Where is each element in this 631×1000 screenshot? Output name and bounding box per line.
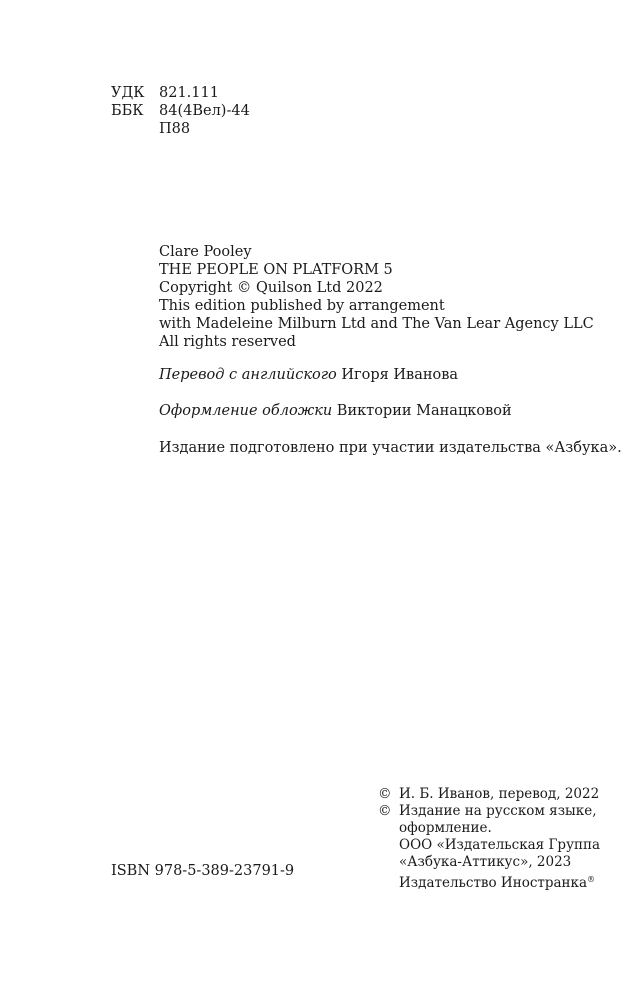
- copyright-symbol: ©: [378, 803, 392, 819]
- copyright-entry: [378, 786, 600, 803]
- copyright-line: Copyright © Quilson Ltd 2022: [159, 280, 383, 296]
- author-mark-row: [111, 120, 250, 138]
- udk-label: УДК: [111, 85, 145, 101]
- copyright-text: Издание на русском языке,: [399, 803, 597, 819]
- rights-line: All rights reserved: [159, 334, 296, 350]
- registered-mark: ®: [587, 875, 596, 884]
- isbn: ISBN 978-5-389-23791-9: [111, 863, 295, 879]
- copyright-symbol: ©: [378, 786, 392, 802]
- copyright-entry: [378, 803, 600, 892]
- original-title: THE PEOPLE ON PLATFORM 5: [159, 262, 393, 278]
- classification-block: [111, 84, 250, 138]
- udk-row: [111, 84, 250, 102]
- author-mark-value: П88: [159, 121, 191, 137]
- translation-credit: [159, 367, 458, 383]
- copyright-text: «Азбука-Аттикус», 2023: [399, 854, 572, 870]
- copyright-text: Издательство Иностранка: [399, 875, 588, 891]
- copyright-text: И. Б. Иванов, перевод, 2022: [399, 786, 600, 802]
- arrangement-line-2: with Madeleine Milburn Ltd and The Van Lear Agency LLC: [159, 316, 594, 332]
- author-mark-label: [111, 120, 159, 138]
- udk-value: 821.111: [159, 85, 219, 101]
- publisher-note: Издание подготовлено при участии издательства «Азбука».: [159, 440, 622, 456]
- original-credits: [159, 243, 594, 351]
- author-name: Clare Pooley: [159, 244, 252, 260]
- cover-designer-name: Виктории Манацковой: [336, 403, 512, 419]
- bbk-row: [111, 102, 250, 120]
- translation-role: Перевод с английского: [159, 367, 337, 383]
- arrangement-line-1: This edition published by arrangement: [159, 298, 445, 314]
- copyright-text: ООО «Издательская Группа: [399, 837, 601, 853]
- bbk-label: ББК: [111, 103, 144, 119]
- cover-role: Оформление обложки: [159, 403, 333, 419]
- copyright-text: оформление.: [399, 820, 492, 836]
- cover-credit: [159, 403, 512, 419]
- translator-name: Игоря Иванова: [341, 367, 459, 383]
- copyright-block: [378, 786, 600, 892]
- bbk-value: 84(4Вел)-44: [159, 103, 250, 119]
